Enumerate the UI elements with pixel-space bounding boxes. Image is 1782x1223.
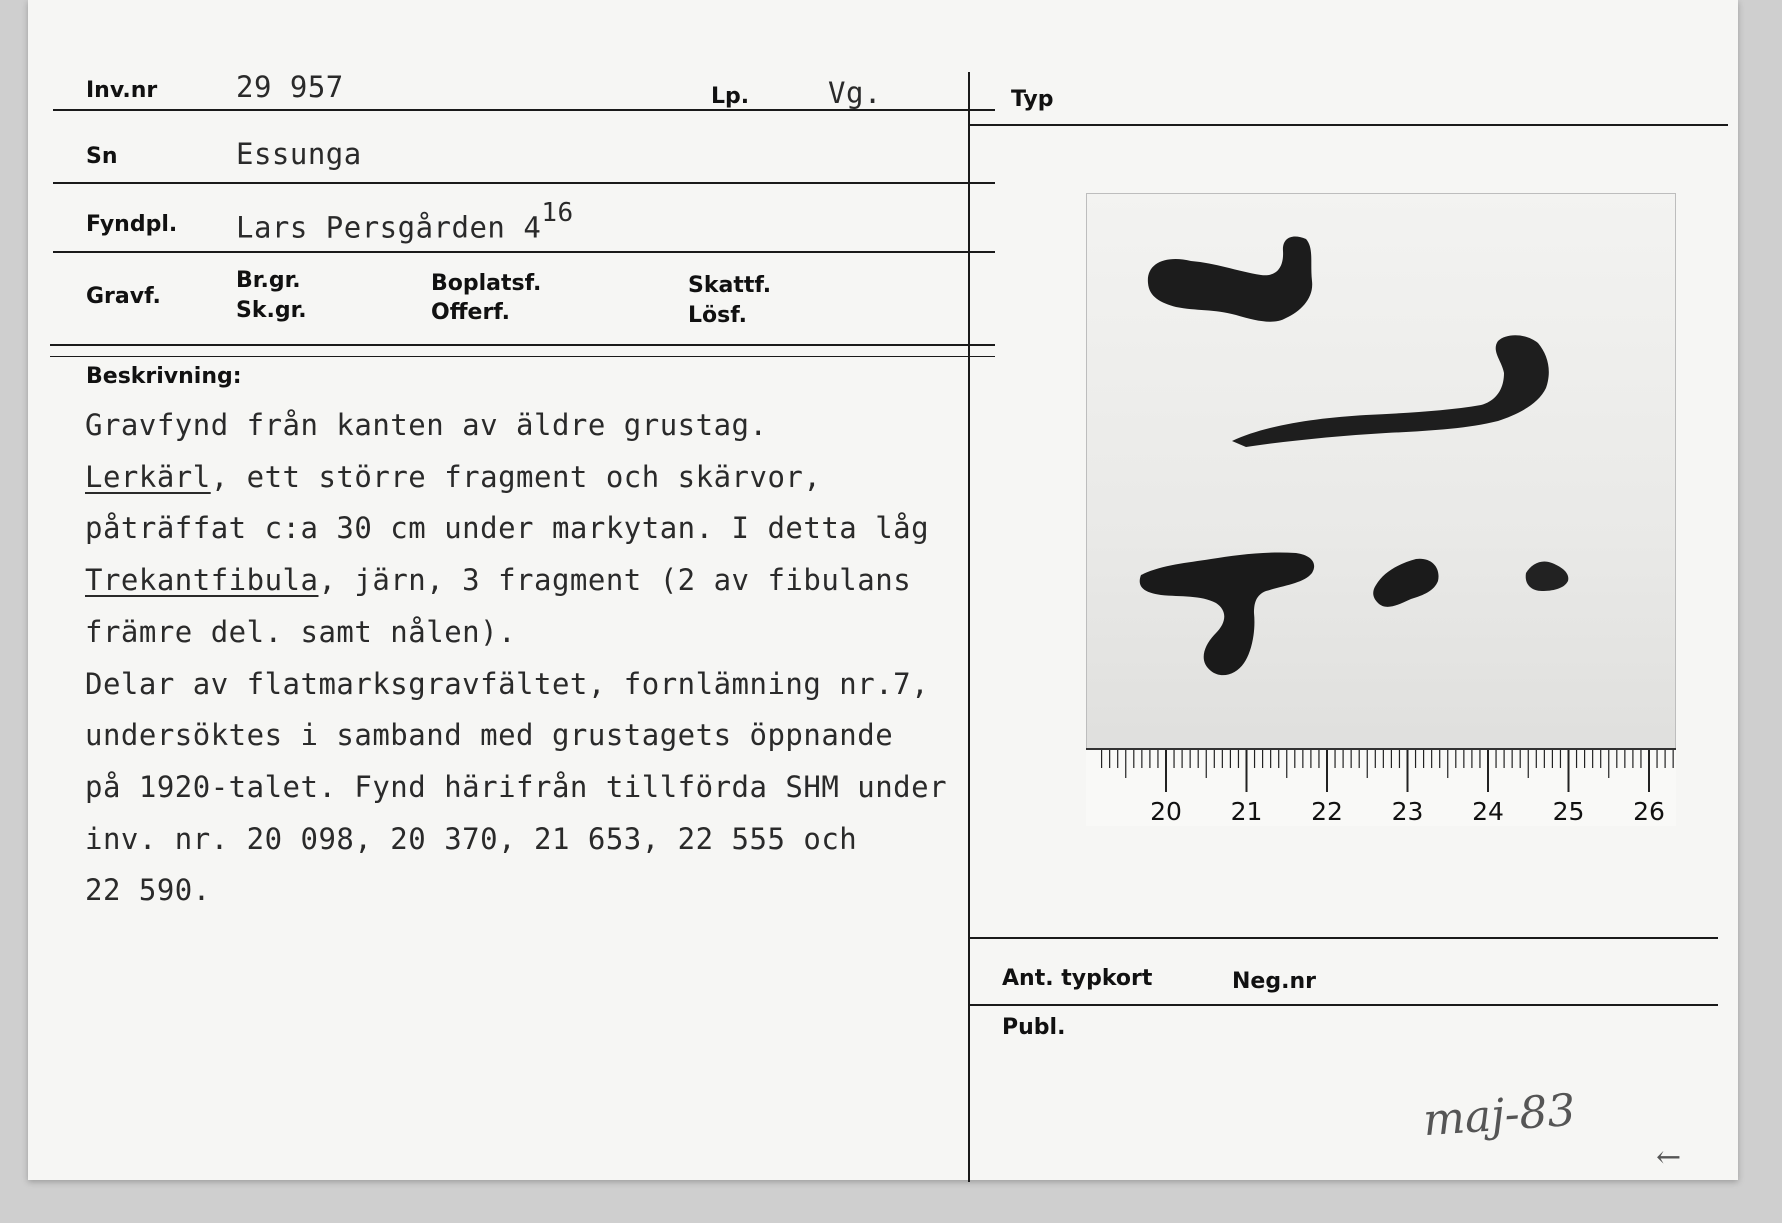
fragment-1 bbox=[1148, 236, 1312, 321]
fragment-2 bbox=[1232, 335, 1549, 447]
description-line bbox=[85, 563, 911, 597]
description-text-part: på 1920-talet. Fynd härifrån tillförda SHM under bbox=[85, 770, 948, 804]
description-line bbox=[85, 511, 929, 545]
fyndpl-value bbox=[236, 198, 574, 245]
fyndpl-text: Lars Persgården 4 bbox=[236, 210, 542, 245]
column-divider bbox=[968, 72, 970, 1182]
inv-label: Inv.nr bbox=[86, 78, 158, 103]
gravf-losf: Lösf. bbox=[688, 303, 747, 328]
ruler-number: 23 bbox=[1391, 797, 1424, 826]
description-text-part: Gravfynd från kanten av äldre grustag. bbox=[85, 408, 768, 442]
beskrivning-label: Beskrivning: bbox=[86, 364, 242, 389]
typ-label: Typ bbox=[1011, 87, 1054, 112]
rule-sn bbox=[53, 182, 995, 184]
description-line bbox=[85, 408, 767, 442]
rule-publ bbox=[968, 1004, 1718, 1006]
ruler-scale bbox=[1086, 750, 1676, 826]
ruler-number: 24 bbox=[1472, 797, 1504, 826]
rule-gravf bbox=[50, 344, 995, 346]
ruler-number: 20 bbox=[1150, 797, 1182, 826]
rule-fyndpl bbox=[53, 251, 995, 253]
neg-nr-label: Neg.nr bbox=[1232, 969, 1316, 994]
lp-label: Lp. bbox=[711, 84, 750, 109]
rule-typ bbox=[970, 124, 1728, 126]
inv-value: 29 957 bbox=[236, 70, 344, 104]
rule-ant bbox=[968, 937, 1718, 939]
gravf-label: Gravf. bbox=[86, 284, 161, 309]
lp-value: Vg. bbox=[828, 76, 882, 110]
description-line bbox=[85, 873, 211, 907]
fragment-4 bbox=[1373, 559, 1438, 607]
description-line bbox=[85, 770, 947, 804]
sn-label: Sn bbox=[86, 144, 118, 169]
ruler-number: 21 bbox=[1230, 797, 1263, 826]
fyndpl-label: Fyndpl. bbox=[86, 212, 178, 237]
description-line bbox=[85, 460, 821, 494]
fragment-5 bbox=[1526, 561, 1569, 591]
description-line bbox=[85, 822, 857, 856]
underlined-term: Trekantfibula bbox=[85, 563, 319, 597]
description-text-part: , ett större fragment och skärvor, bbox=[210, 460, 822, 494]
artifact-photo bbox=[1086, 193, 1676, 826]
description-text-part: främre del. samt nålen). bbox=[85, 615, 517, 649]
fragment-3 bbox=[1140, 552, 1314, 675]
gravf-skattf: Skattf. bbox=[688, 273, 772, 298]
publ-label: Publ. bbox=[1002, 1015, 1066, 1040]
ruler-number: 25 bbox=[1552, 797, 1585, 826]
description-line bbox=[85, 718, 893, 752]
description-text-part: , järn, 3 fragment (2 av fibulans bbox=[318, 563, 912, 597]
fyndpl-superscript: 16 bbox=[541, 198, 574, 228]
gravf-boplatsf: Boplatsf. bbox=[431, 271, 542, 296]
ruler-number: 26 bbox=[1633, 797, 1665, 826]
description-text-part: inv. nr. 20 098, 20 370, 21 653, 22 555 och bbox=[85, 822, 858, 856]
description-text-part: undersöktes i samband med grustagets öppnande bbox=[85, 718, 894, 752]
catalog-card bbox=[28, 0, 1738, 1180]
description-text-part: Delar av flatmarksgravfältet, fornlämning nr.7, bbox=[85, 667, 930, 701]
gravf-br-gr: Br.gr. bbox=[236, 268, 301, 293]
rule-beskrivning bbox=[50, 356, 995, 357]
ruler-number: 22 bbox=[1311, 797, 1343, 826]
underlined-term: Lerkärl bbox=[85, 460, 211, 494]
description-line bbox=[85, 667, 929, 701]
measuring-ruler bbox=[1086, 748, 1676, 826]
handwritten-mark: ← bbox=[1656, 1140, 1682, 1175]
description-text-part: 22 590. bbox=[85, 873, 211, 907]
sn-value: Essunga bbox=[236, 137, 362, 171]
description-text-part: påträffat c:a 30 cm under markytan. I detta låg bbox=[85, 511, 930, 545]
artifact-fragments bbox=[1086, 193, 1676, 748]
handwritten-date: maj-83 bbox=[1421, 1084, 1578, 1147]
gravf-offerf: Offerf. bbox=[431, 300, 511, 325]
ant-typkort-label: Ant. typkort bbox=[1002, 966, 1153, 991]
description-line bbox=[85, 615, 516, 649]
gravf-sk-gr: Sk.gr. bbox=[236, 298, 307, 323]
